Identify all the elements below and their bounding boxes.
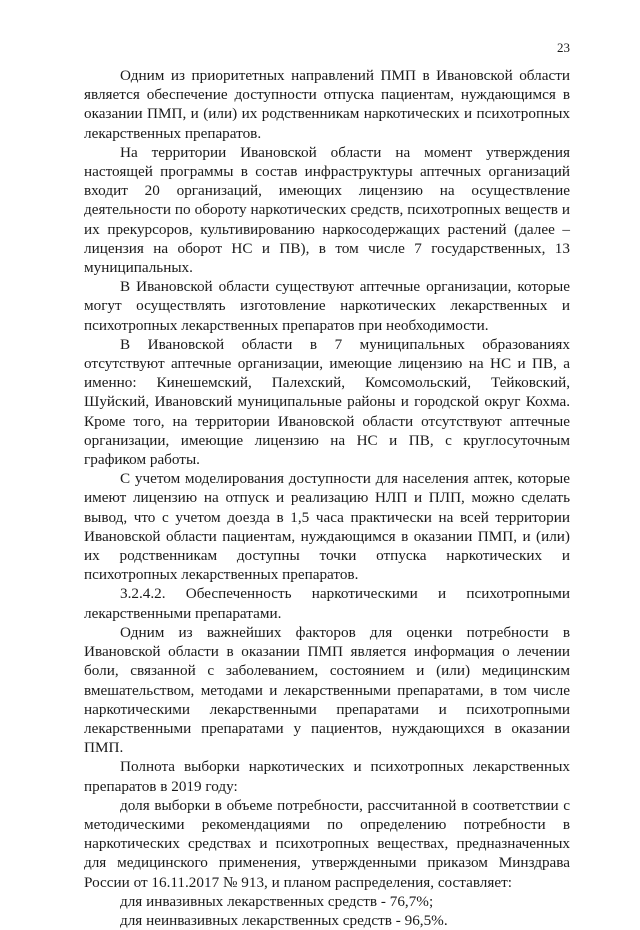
paragraph: Одним из приоритетных направлений ПМП в Ивановской области является обеспечение доступности отпуска пациентам, нуждающимся в оказании ПМП, и (или) их родственникам наркотических и психотропных лекарственных препаратов. [84, 67, 570, 142]
document-body [84, 66, 570, 930]
paragraph: Одним из важнейших факторов для оценки потребности в Ивановской области в оказании ПМП является информация о лечении боли, связанной с заболеванием, состоянием и (или) медицинским вмешательством, методами и лекарственными препаратами, в том числе наркотическими лекарственными препаратами и психотропными лекарственными препаратами у пациентов, нуждающихся в оказании ПМП. [84, 623, 570, 757]
list-item: для неинвазивных лекарственных средств - 96,5%. [120, 911, 448, 929]
paragraph: С учетом моделирования доступности для населения аптек, которые имеют лицензию на отпуск и реализацию НЛП и ПЛП, можно сделать вывод, что с учетом доезда в 1,5 часа практически на всей территории Ивановской области пациентам, нуждающимся в оказании ПМП, и (или) их родственникам доступны точки отпуска наркотических и психотропных лекарственных препаратов. [84, 470, 570, 584]
paragraph: В Ивановской области существуют аптечные организации, которые могут осуществлять изготовление наркотических лекарственных и психотропных лекарственных препаратов при необходимости. [84, 278, 570, 334]
paragraph: В Ивановской области в 7 муниципальных образованиях отсутствуют аптечные организации, имеющие лицензию на НС и ПВ, а именно: Кинешемский, Палехский, Комсомольский, Тейковский, Шуйский, Ивановский муниципальные районы и городской округ Кохма. Кроме того, на территории Ивановской области отсутствуют аптечные организации, имеющие лицензию на НС и ПВ, с круглосуточным графиком работы. [84, 335, 570, 469]
paragraph: доля выборки в объеме потребности, рассчитанной в соответствии с методическими рекомендациями по определению потребности в наркотических средствах и психотропных веществах, предназначенных для медицинского применения, утвержденными приказом Минздрава России от 16.11.2017 № 913, и планом распределения, составляет: [84, 796, 570, 891]
paragraph: На территории Ивановской области на момент утверждения настоящей программы в состав инфраструктуры аптечных организаций входит 20 организаций, имеющих лицензию на осуществление деятельности по обороту наркотических средств, психотропных веществ и их прекурсоров, культивированию наркосодержащих растений (далее – лицензия на оборот НС и ПВ), в том числе 7 государственных, 13 муниципальных. [84, 143, 570, 277]
section-heading: 3.2.4.2. Обеспеченность наркотическими и психотропными лекарственными препаратами. [84, 585, 570, 622]
list-item: для инвазивных лекарственных средств - 76,7%; [120, 892, 434, 910]
paragraph: Полнота выборки наркотических и психотропных лекарственных препаратов в 2019 году: [84, 758, 570, 795]
page-number: 23 [557, 40, 570, 55]
